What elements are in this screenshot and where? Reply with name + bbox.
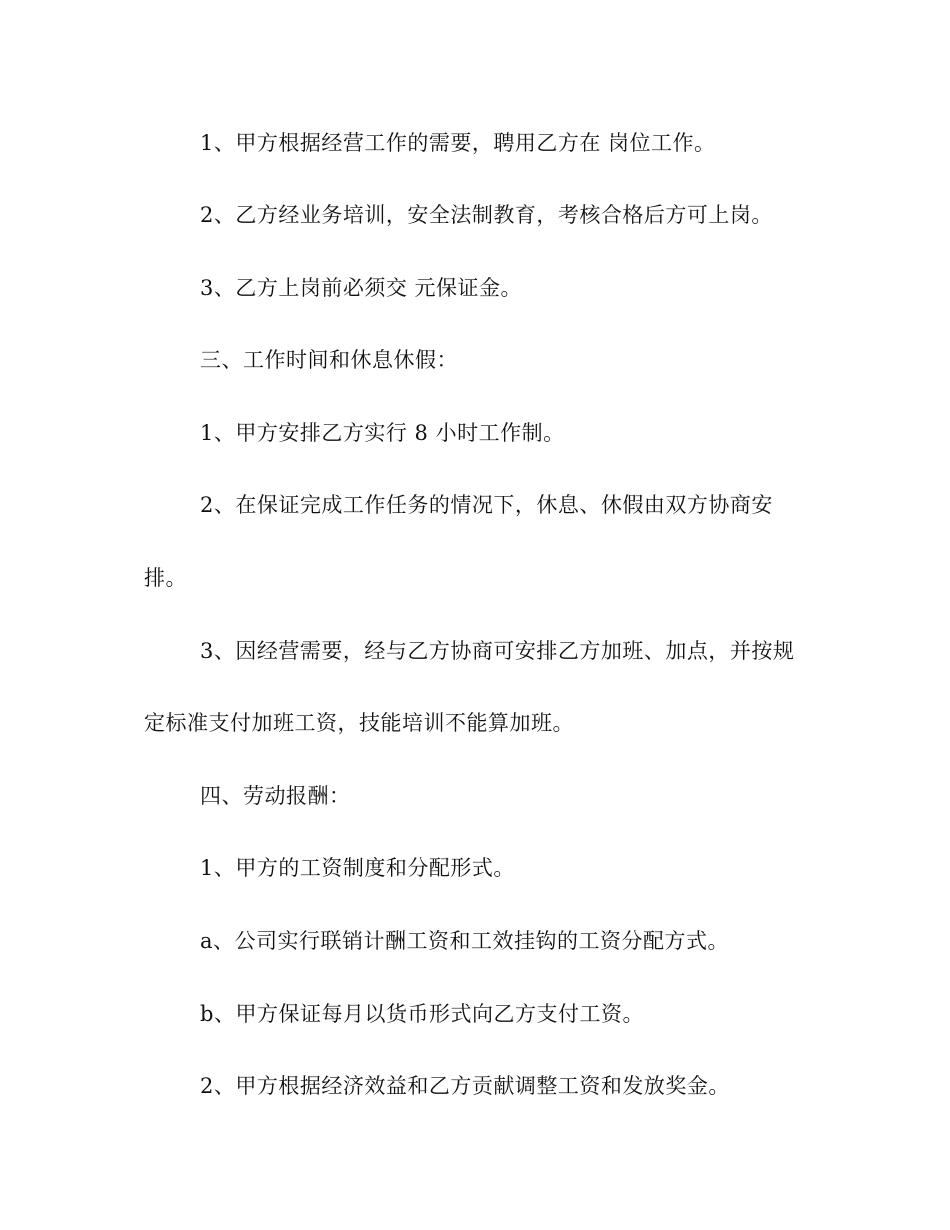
paragraph-4-1: 1、甲方的工资制度和分配形式。 <box>200 856 515 880</box>
section-heading-4: 四、劳动报酬： <box>200 784 351 808</box>
paragraph-1-3: 3、乙方上岗前必须交 元保证金。 <box>200 276 523 300</box>
paragraph-1-2: 2、乙方经业务培训，安全法制教育，考核合格后方可上岗。 <box>200 203 773 227</box>
paragraph-1-1: 1、甲方根据经营工作的需要，聘用乙方在 岗位工作。 <box>200 131 716 155</box>
paragraph-4-2: 2、甲方根据经济效益和乙方贡献调整工资和发放奖金。 <box>200 1074 730 1098</box>
paragraph-4-1-b: b、甲方保证每月以货币形式向乙方支付工资。 <box>200 1002 644 1026</box>
paragraph-4-1-a: a、公司实行联销计酬工资和工效挂钩的工资分配方式。 <box>200 929 730 953</box>
paragraph-3-3-line-2: 定标准支付加班工资，技能培训不能算加班。 <box>144 711 574 735</box>
paragraph-3-3-line-1: 3、因经营需要，经与乙方协商可安排乙方加班、加点，并按规 <box>200 639 795 663</box>
paragraph-3-2-line-2: 排。 <box>144 566 187 590</box>
paragraph-3-1: 1、甲方安排乙方实行 8 小时工作制。 <box>200 421 565 445</box>
paragraph-3-2-line-1: 2、在保证完成工作任务的情况下，休息、休假由双方协商安 <box>200 493 773 517</box>
section-heading-3: 三、工作时间和休息休假： <box>200 348 458 372</box>
